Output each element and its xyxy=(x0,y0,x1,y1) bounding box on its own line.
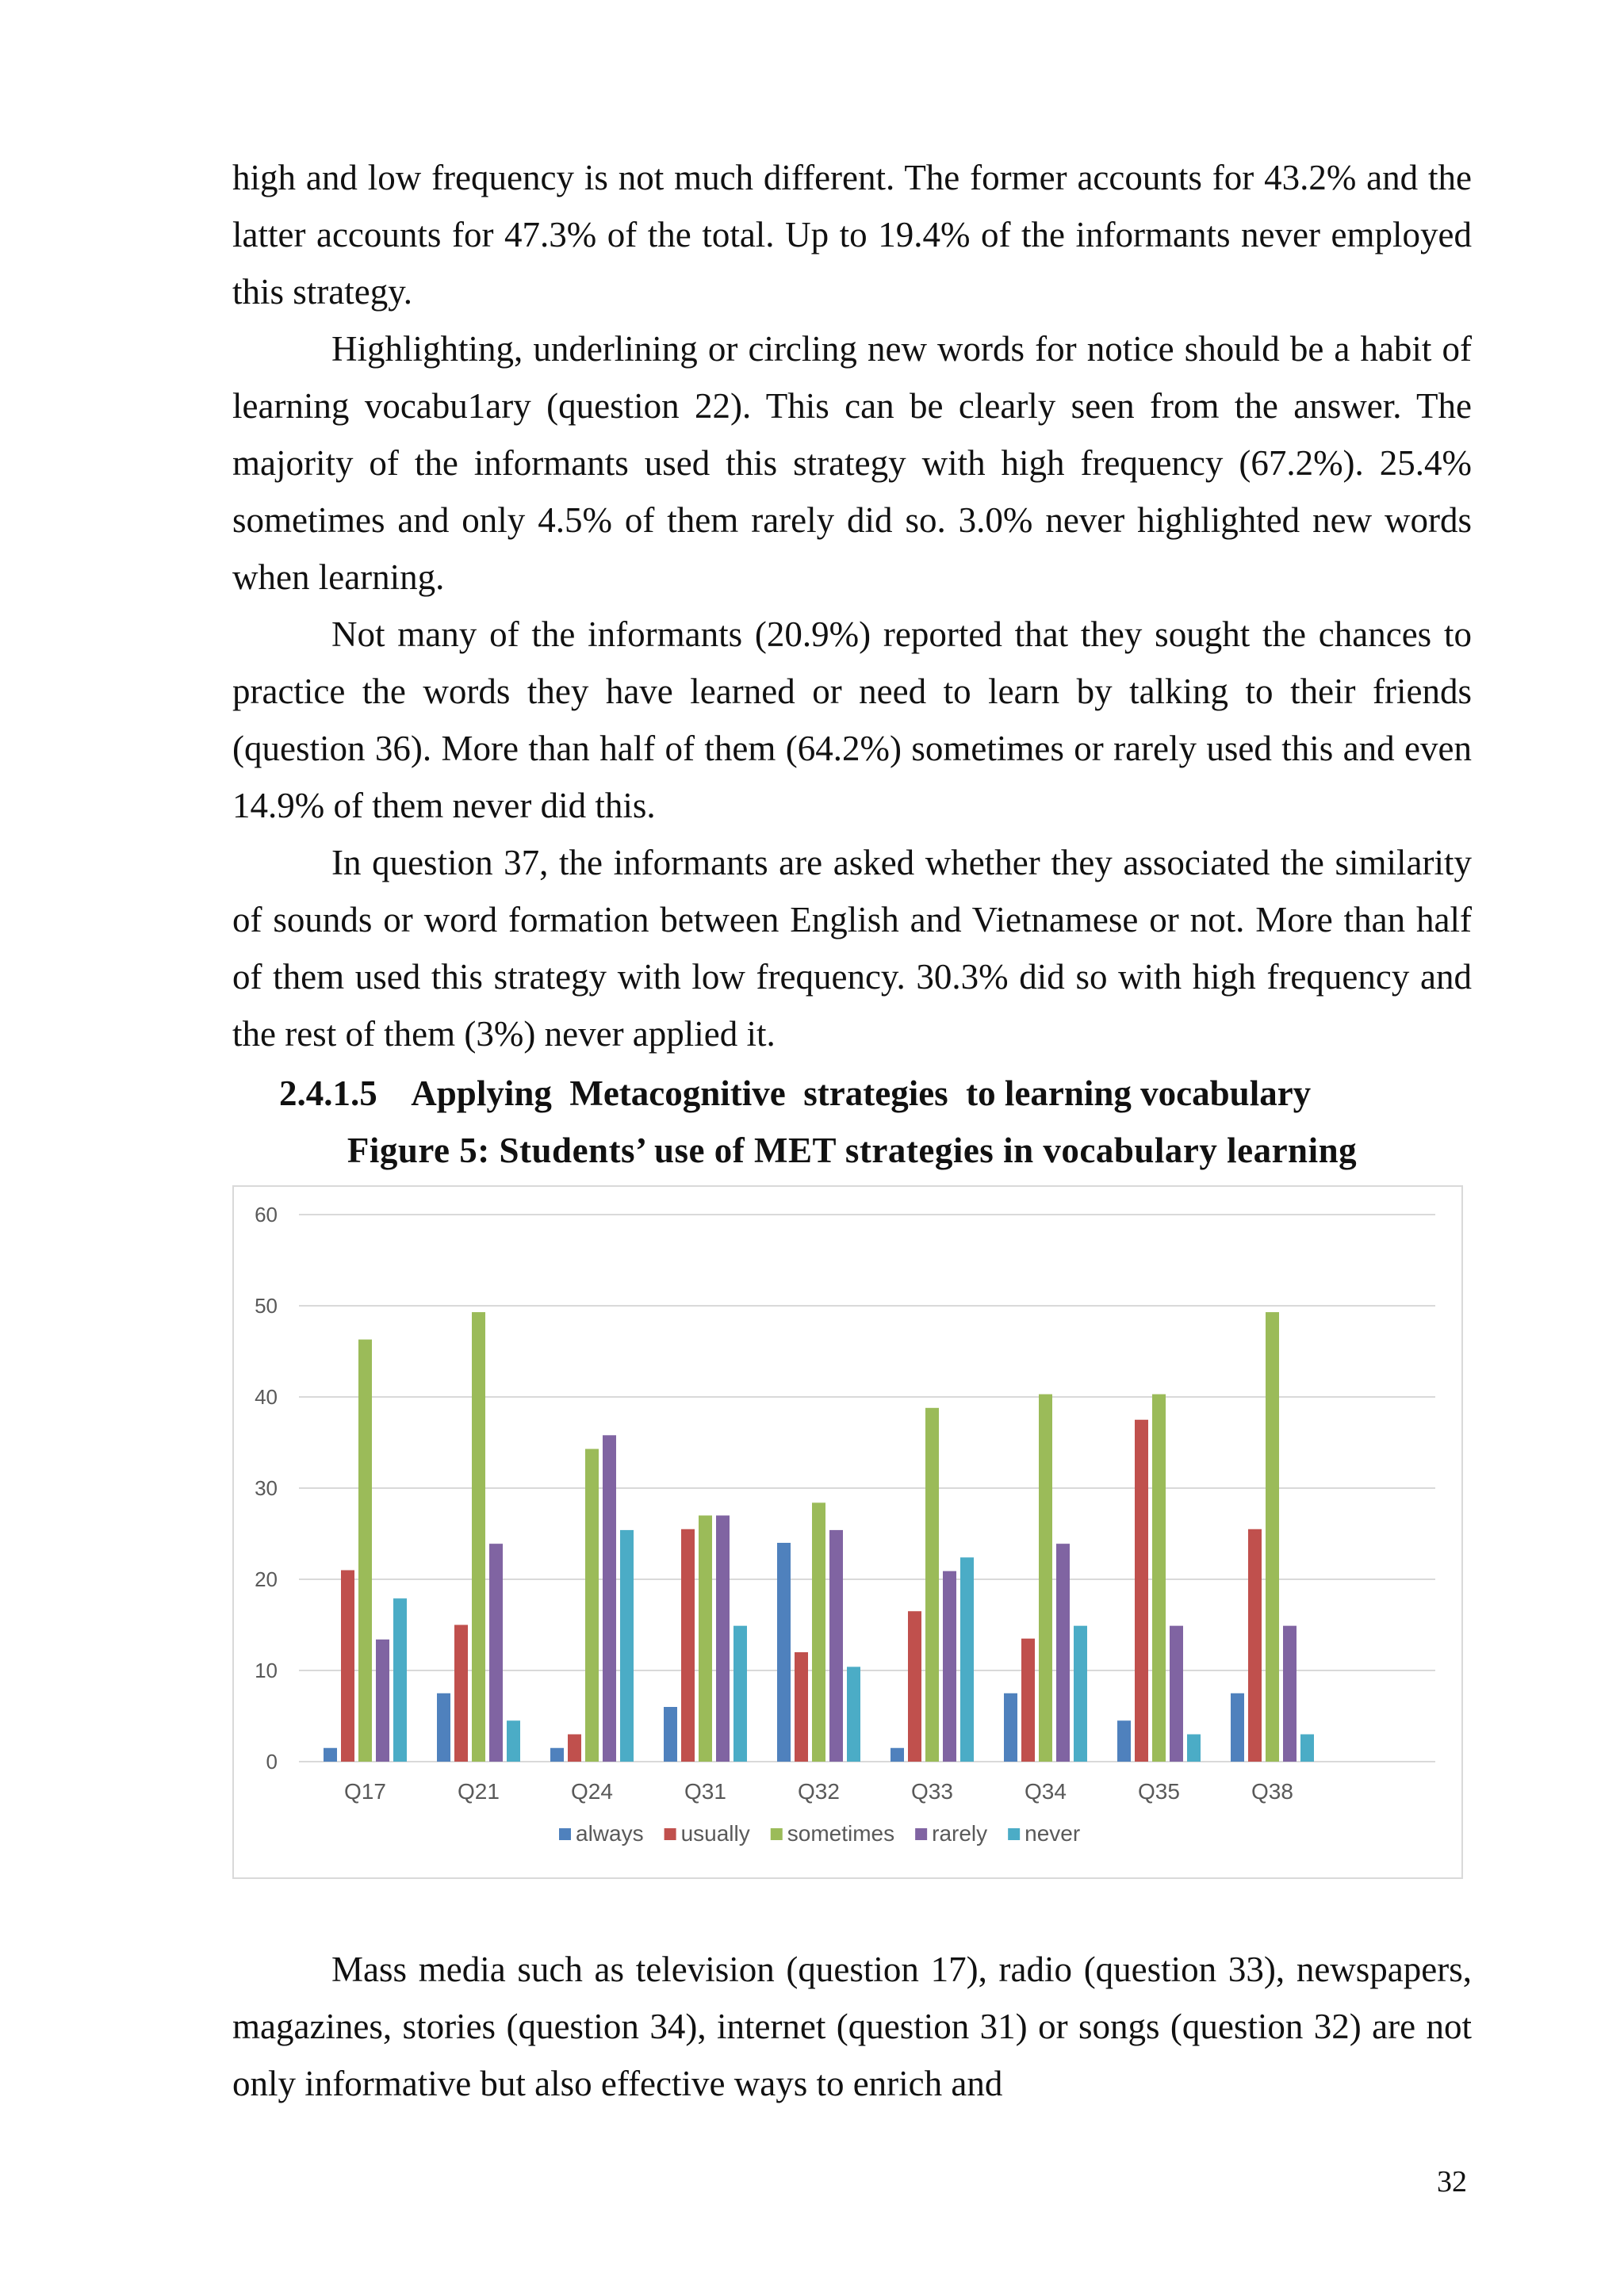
bar-never-q21 xyxy=(507,1720,520,1762)
x-tick-label: Q21 xyxy=(458,1779,500,1804)
bar-usually-q33 xyxy=(908,1611,921,1762)
figure-caption: Figure 5: Students’ use of MET strategies in vocabulary learning xyxy=(347,1131,1358,1170)
bar-rarely-q32 xyxy=(829,1530,843,1762)
bar-chart xyxy=(234,1187,1465,1881)
bar-usually-q35 xyxy=(1135,1420,1148,1762)
y-tick-label: 10 xyxy=(255,1659,278,1682)
page-number: 32 xyxy=(1437,2165,1467,2198)
bar-always-q21 xyxy=(437,1693,450,1762)
legend-label-sometimes: sometimes xyxy=(787,1821,895,1846)
legend-swatch-usually xyxy=(665,1828,676,1840)
x-tick-label: Q35 xyxy=(1138,1779,1180,1804)
bar-sometimes-q21 xyxy=(472,1312,485,1762)
bar-rarely-q34 xyxy=(1056,1544,1070,1762)
bar-always-q24 xyxy=(550,1748,564,1762)
bar-rarely-q31 xyxy=(716,1516,730,1762)
x-tick-label: Q17 xyxy=(344,1779,386,1804)
bar-sometimes-q31 xyxy=(699,1516,712,1762)
bar-rarely-q33 xyxy=(943,1571,956,1762)
bar-never-q35 xyxy=(1187,1735,1201,1762)
bar-usually-q24 xyxy=(568,1735,581,1762)
bar-usually-q21 xyxy=(454,1625,468,1762)
bar-always-q31 xyxy=(664,1707,677,1762)
paragraph-practice: Not many of the informants (20.9%) reported that they sought the chances to practice the words they have learned or need to learn by talking to their friends (question 36). More than half of them (64.2%) sometimes or rarely used this and even 14.9% of them never did this. xyxy=(232,614,1472,825)
x-tick-label: Q24 xyxy=(571,1779,613,1804)
chart-frame xyxy=(232,1185,1463,1879)
bar-never-q38 xyxy=(1300,1735,1314,1762)
paragraph-continued: high and low frequency is not much different. The former accounts for 43.2% and the latter accounts for 47.3% of the total. Up to 19.4% of the informants never employed this strategy. xyxy=(232,158,1472,312)
bar-never-q32 xyxy=(847,1667,860,1762)
bar-always-q17 xyxy=(324,1748,337,1762)
bar-sometimes-q17 xyxy=(358,1340,372,1762)
x-tick-label: Q31 xyxy=(684,1779,726,1804)
x-tick-label: Q38 xyxy=(1251,1779,1293,1804)
bar-sometimes-q35 xyxy=(1152,1395,1166,1762)
bar-always-q33 xyxy=(891,1748,904,1762)
legend-swatch-never xyxy=(1008,1828,1020,1840)
bar-never-q31 xyxy=(733,1626,747,1762)
paragraph-highlighting: Highlighting, underlining or circling new words for notice should be a habit of learning vocabu1ary (question 22). This can be clearly seen from the answer. The majority of the informants used this strategy with high frequency (67.2%). 25.4% sometimes and only 4.5% of them rarely did so. 3.0% never highlighted new words when learning. xyxy=(232,329,1472,597)
legend-label-always: always xyxy=(576,1821,644,1846)
bar-rarely-q38 xyxy=(1283,1626,1297,1762)
bar-never-q17 xyxy=(393,1598,407,1762)
legend-label-usually: usually xyxy=(680,1821,750,1846)
bar-sometimes-q24 xyxy=(585,1449,599,1762)
paragraph-question-37: In question 37, the informants are asked whether they associated the similarity of sounds or word formation between English and Vietnamese or not. More than half of them used this strategy with low frequency. 30.3% did so with high frequency and the rest of them (3%) never applied it. xyxy=(232,843,1472,1054)
legend-swatch-rarely xyxy=(915,1828,927,1840)
legend-swatch-sometimes xyxy=(771,1828,783,1840)
section-number: 2.4.1.5 xyxy=(279,1073,377,1113)
section-title: Applying Metacognitive strategies to learning vocabulary xyxy=(411,1073,1312,1113)
y-tick-label: 0 xyxy=(266,1750,278,1774)
bar-rarely-q24 xyxy=(603,1435,616,1762)
bar-usually-q34 xyxy=(1021,1639,1035,1762)
bar-always-q32 xyxy=(777,1543,791,1762)
bar-always-q38 xyxy=(1231,1693,1244,1762)
bar-never-q24 xyxy=(620,1530,634,1762)
bar-rarely-q17 xyxy=(376,1640,389,1762)
bar-sometimes-q33 xyxy=(925,1408,939,1762)
y-tick-label: 20 xyxy=(255,1567,278,1591)
x-tick-label: Q34 xyxy=(1025,1779,1067,1804)
bar-usually-q38 xyxy=(1248,1529,1262,1762)
paragraph-mass-media: Mass media such as television (question 17), radio (question 33), newspapers, magazines, stories (question 34), internet (question 31) or songs (question 32) are not only informative but also effective ways to enrich and xyxy=(232,1950,1472,2103)
section-heading xyxy=(279,1065,1311,1122)
bar-usually-q31 xyxy=(681,1529,695,1762)
legend-label-never: never xyxy=(1025,1821,1081,1846)
y-tick-label: 60 xyxy=(255,1203,278,1226)
bar-always-q34 xyxy=(1004,1693,1017,1762)
y-tick-label: 40 xyxy=(255,1385,278,1409)
y-tick-label: 30 xyxy=(255,1476,278,1500)
x-tick-label: Q32 xyxy=(798,1779,840,1804)
bar-sometimes-q34 xyxy=(1039,1395,1052,1762)
bar-sometimes-q32 xyxy=(812,1502,825,1762)
bar-sometimes-q38 xyxy=(1266,1312,1279,1762)
y-tick-label: 50 xyxy=(255,1294,278,1318)
bar-rarely-q35 xyxy=(1170,1626,1183,1762)
legend-label-rarely: rarely xyxy=(932,1821,988,1846)
bar-always-q35 xyxy=(1117,1720,1131,1762)
bar-never-q33 xyxy=(960,1557,974,1762)
bar-never-q34 xyxy=(1074,1626,1087,1762)
bar-usually-q17 xyxy=(341,1571,354,1762)
bar-rarely-q21 xyxy=(489,1544,503,1762)
bar-usually-q32 xyxy=(795,1652,808,1762)
legend-swatch-always xyxy=(559,1828,571,1840)
x-tick-label: Q33 xyxy=(911,1779,953,1804)
